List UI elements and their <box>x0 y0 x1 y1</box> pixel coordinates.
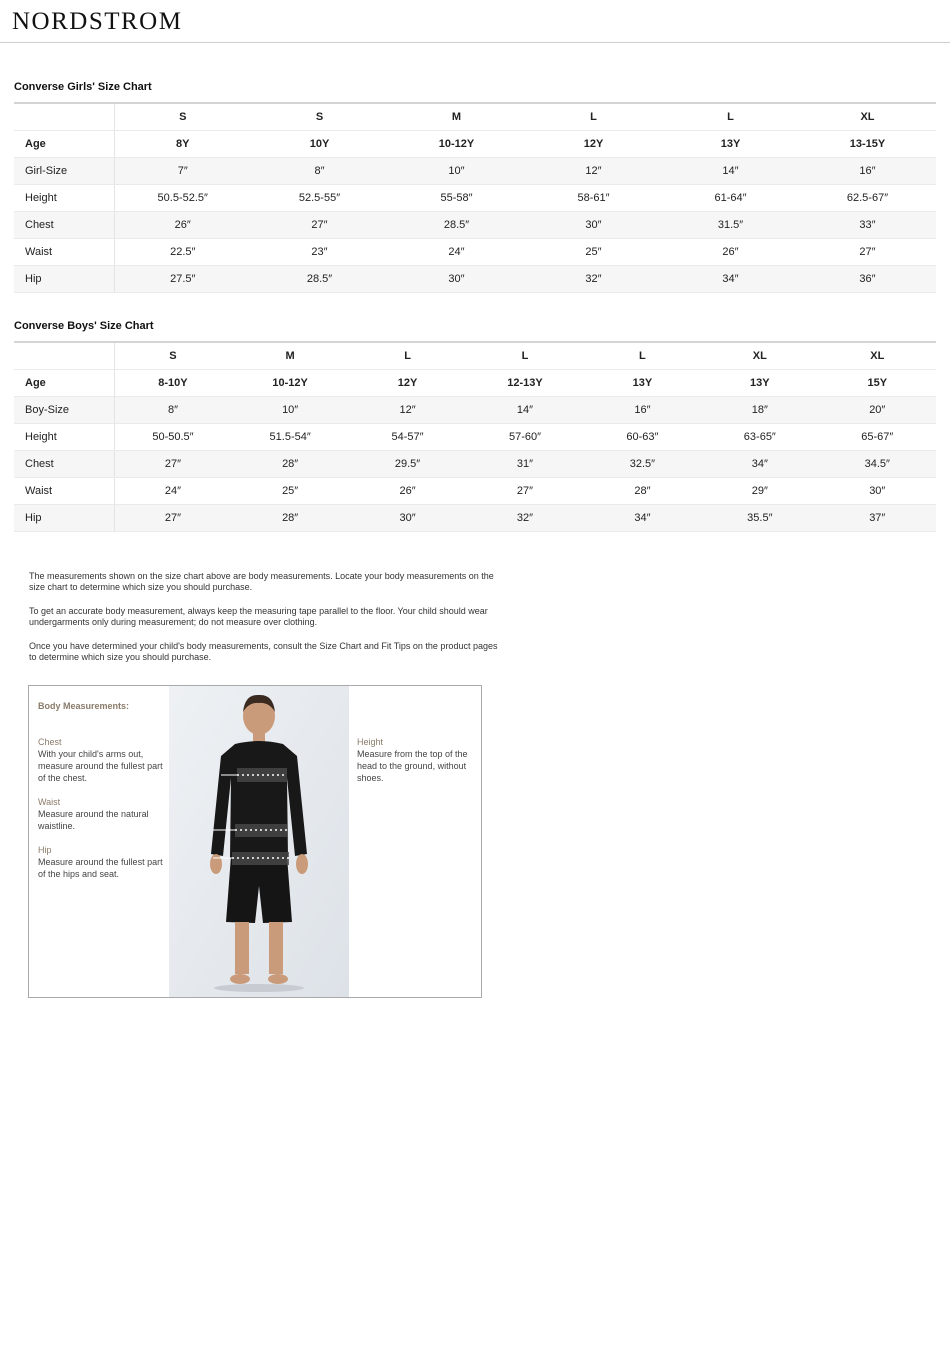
row-label: Age <box>14 131 114 158</box>
chest-guide <box>38 736 163 784</box>
table-cell: 13Y <box>662 131 799 158</box>
table-cell: 31.5″ <box>662 212 799 239</box>
table-cell: 27″ <box>466 478 583 505</box>
table-cell: 32″ <box>525 266 662 293</box>
table-cell: 10″ <box>231 397 348 424</box>
table-cell: 28.5″ <box>251 266 388 293</box>
table-row <box>14 131 936 158</box>
table-cell: 12-13Y <box>466 370 583 397</box>
table-cell: 10-12Y <box>231 370 348 397</box>
table-cell: 60-63″ <box>584 424 701 451</box>
row-label: Boy-Size <box>14 397 114 424</box>
table-cell: 13-15Y <box>799 131 936 158</box>
table-cell: 10Y <box>251 131 388 158</box>
table-cell: 35.5″ <box>701 505 818 532</box>
waist-guide <box>38 796 163 832</box>
instruction-paragraph: The measurements shown on the size chart above are body measurements. Locate your body measurements on the size chart to determine which size you should purchase. <box>29 571 494 592</box>
table-cell: 29″ <box>701 478 818 505</box>
size-header-cell: L <box>525 103 662 131</box>
table-cell: 30″ <box>525 212 662 239</box>
table-cell: 28″ <box>231 451 348 478</box>
table-cell: 12″ <box>525 158 662 185</box>
table-row <box>14 505 936 532</box>
row-label: Chest <box>14 212 114 239</box>
row-label: Girl-Size <box>14 158 114 185</box>
table-cell: 62.5-67″ <box>799 185 936 212</box>
child-measurement-photo <box>169 686 349 997</box>
table-cell: 24″ <box>114 478 231 505</box>
table-cell: 57-60″ <box>466 424 583 451</box>
table-row <box>14 478 936 505</box>
table-row <box>14 451 936 478</box>
corner-cell <box>14 342 114 370</box>
table-cell: 8Y <box>114 131 251 158</box>
size-header-cell: L <box>662 103 799 131</box>
table-cell: 15Y <box>819 370 936 397</box>
table-cell: 50-50.5″ <box>114 424 231 451</box>
girls-chart-title: Converse Girls' Size Chart <box>14 81 152 93</box>
girls-size-table <box>14 102 936 293</box>
table-cell: 12Y <box>525 131 662 158</box>
instruction-paragraph: Once you have determined your child's body measurements, consult the Size Chart and Fit Tips on the product pages to determine which size you should purchase. <box>29 641 498 662</box>
table-cell: 27″ <box>114 451 231 478</box>
table-cell: 10″ <box>388 158 525 185</box>
table-cell: 65-67″ <box>819 424 936 451</box>
size-header-cell: XL <box>799 103 936 131</box>
boys-size-table <box>14 341 936 532</box>
table-cell: 27″ <box>799 239 936 266</box>
table-cell: 51.5-54″ <box>231 424 348 451</box>
table-row <box>14 266 936 293</box>
table-cell: 27″ <box>251 212 388 239</box>
size-header-cell: XL <box>819 342 936 370</box>
size-header-cell: S <box>114 103 251 131</box>
table-cell: 63-65″ <box>701 424 818 451</box>
corner-cell <box>14 103 114 131</box>
table-cell: 13Y <box>701 370 818 397</box>
table-cell: 34″ <box>701 451 818 478</box>
table-cell: 14″ <box>466 397 583 424</box>
table-cell: 25″ <box>231 478 348 505</box>
size-header-cell: L <box>349 342 466 370</box>
table-cell: 26″ <box>349 478 466 505</box>
table-cell: 28.5″ <box>388 212 525 239</box>
table-cell: 25″ <box>525 239 662 266</box>
table-cell: 28″ <box>231 505 348 532</box>
table-cell: 61-64″ <box>662 185 799 212</box>
table-cell: 16″ <box>584 397 701 424</box>
table-cell: 14″ <box>662 158 799 185</box>
table-cell: 27.5″ <box>114 266 251 293</box>
table-cell: 22.5″ <box>114 239 251 266</box>
row-label: Waist <box>14 239 114 266</box>
table-cell: 29.5″ <box>349 451 466 478</box>
site-header <box>0 0 950 43</box>
table-cell: 31″ <box>466 451 583 478</box>
waist-label: Waist <box>38 797 61 807</box>
table-cell: 30″ <box>819 478 936 505</box>
row-label: Hip <box>14 505 114 532</box>
table-cell: 34.5″ <box>819 451 936 478</box>
table-cell: 26″ <box>114 212 251 239</box>
table-row <box>14 158 936 185</box>
table-cell: 8-10Y <box>114 370 231 397</box>
table-cell: 34″ <box>584 505 701 532</box>
row-label: Height <box>14 185 114 212</box>
size-header-row <box>14 103 936 131</box>
table-cell: 28″ <box>584 478 701 505</box>
table-cell: 58-61″ <box>525 185 662 212</box>
table-cell: 24″ <box>388 239 525 266</box>
table-cell: 23″ <box>251 239 388 266</box>
size-header-cell: M <box>388 103 525 131</box>
table-cell: 30″ <box>349 505 466 532</box>
table-cell: 12″ <box>349 397 466 424</box>
table-row <box>14 370 936 397</box>
size-header-cell: L <box>466 342 583 370</box>
size-header-cell: S <box>251 103 388 131</box>
row-label: Chest <box>14 451 114 478</box>
table-cell: 12Y <box>349 370 466 397</box>
row-label: Age <box>14 370 114 397</box>
table-cell: 36″ <box>799 266 936 293</box>
size-header-cell: L <box>584 342 701 370</box>
table-row <box>14 424 936 451</box>
measurement-instructions <box>29 571 499 676</box>
table-cell: 8″ <box>251 158 388 185</box>
table-cell: 8″ <box>114 397 231 424</box>
table-cell: 32.5″ <box>584 451 701 478</box>
hip-label: Hip <box>38 845 52 855</box>
table-cell: 33″ <box>799 212 936 239</box>
height-text: Measure from the top of the head to the ground, without shoes. <box>357 749 468 783</box>
row-label: Waist <box>14 478 114 505</box>
body-measurements-guide <box>28 685 482 998</box>
nordstrom-logo[interactable]: NORDSTROM <box>12 8 183 35</box>
table-cell: 20″ <box>819 397 936 424</box>
waist-text: Measure around the natural waistline. <box>38 809 149 831</box>
row-label: Height <box>14 424 114 451</box>
row-label: Hip <box>14 266 114 293</box>
table-cell: 26″ <box>662 239 799 266</box>
table-row <box>14 397 936 424</box>
size-header-cell: S <box>114 342 231 370</box>
hip-text: Measure around the fullest part of the hips and seat. <box>38 857 163 879</box>
table-cell: 54-57″ <box>349 424 466 451</box>
size-header-row <box>14 342 936 370</box>
table-cell: 34″ <box>662 266 799 293</box>
table-cell: 52.5-55″ <box>251 185 388 212</box>
table-cell: 50.5-52.5″ <box>114 185 251 212</box>
table-cell: 30″ <box>388 266 525 293</box>
table-cell: 16″ <box>799 158 936 185</box>
size-header-cell: XL <box>701 342 818 370</box>
table-cell: 18″ <box>701 397 818 424</box>
boys-chart-title: Converse Boys' Size Chart <box>14 320 154 332</box>
table-row <box>14 185 936 212</box>
size-header-cell: M <box>231 342 348 370</box>
table-cell: 27″ <box>114 505 231 532</box>
height-label: Height <box>357 737 384 747</box>
table-row <box>14 212 936 239</box>
height-guide <box>357 736 475 784</box>
table-cell: 10-12Y <box>388 131 525 158</box>
body-measurements-heading: Body Measurements: <box>38 701 130 711</box>
table-cell: 55-58″ <box>388 185 525 212</box>
table-cell: 7″ <box>114 158 251 185</box>
instruction-paragraph: To get an accurate body measurement, always keep the measuring tape parallel to the floor. Your child should wear undergarments only during measurement; do not measure over clothing. <box>29 606 488 627</box>
chest-label: Chest <box>38 737 62 747</box>
chest-text: With your child's arms out, measure around the fullest part of the chest. <box>38 749 163 783</box>
table-cell: 32″ <box>466 505 583 532</box>
hip-guide <box>38 844 163 880</box>
table-row <box>14 239 936 266</box>
table-cell: 37″ <box>819 505 936 532</box>
table-cell: 13Y <box>584 370 701 397</box>
